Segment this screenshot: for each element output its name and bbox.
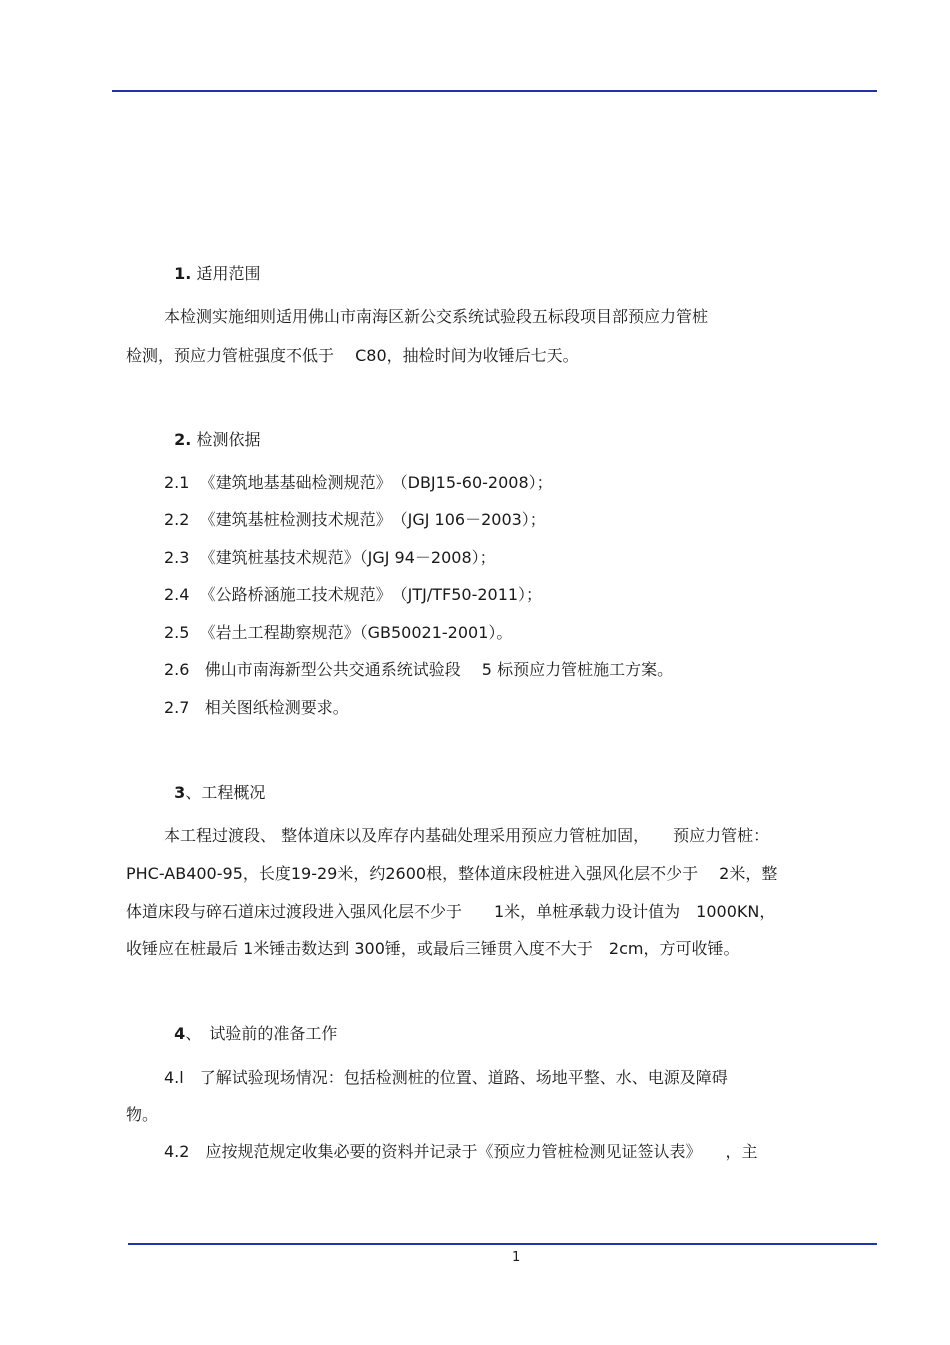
reference-text: 《公路桥涵施工技术规范》 （JTJ/TF50-2011）；: [199, 585, 543, 604]
reference-item: [164, 473, 553, 493]
reference-item: [164, 510, 546, 530]
section-2-number: 2.: [174, 430, 192, 449]
paragraph-4-2-line-1: 4.2 应按规范规定收集必要的资料并记录于《预应力管桩检测见证签认表》 ，主: [164, 1142, 758, 1161]
paragraph-1-line-2: 检测，预应力管桩强度不低于 C80，抽检时间为收锤后七天。: [126, 346, 579, 365]
section-4-title: 、 试验前的准备工作: [185, 1024, 338, 1043]
reference-text: 佛山市南海新型公共交通系统试验段 5 标预应力管桩施工方案。: [204, 660, 674, 679]
page-number: 1: [512, 1250, 521, 1265]
footer-rule: [128, 1243, 877, 1245]
reference-text: 《建筑地基基础检测规范》 （DBJ15-60-2008）；: [199, 473, 553, 492]
reference-number: 2.6: [164, 660, 190, 679]
reference-number: 2.5: [164, 623, 190, 642]
reference-number: 2.4: [164, 585, 190, 604]
reference-number: 2.7: [164, 698, 190, 717]
section-2-title: 检测依据: [196, 430, 261, 449]
paragraph-3-line-1: 本工程过渡段、 整体道床以及库存内基础处理采用预应力管桩加固， 预应力管桩：: [164, 826, 770, 845]
header-rule: [112, 90, 877, 92]
reference-item: [164, 548, 496, 568]
reference-number: 2.2: [164, 510, 190, 529]
reference-number: 2.3: [164, 548, 190, 567]
paragraph-3-line-3: 体道床段与碎石道床过渡段进入强风化层不少于 1米，单桩承载力设计值为 1000KN，: [126, 902, 776, 921]
paragraph-4-1-line-1: 4.l 了解试验现场情况：包括检测桩的位置、道路、场地平整、水、电源及障碍: [164, 1068, 728, 1087]
reference-number: 2.1: [164, 473, 190, 492]
reference-item: [164, 623, 512, 643]
section-4-heading: [164, 1004, 337, 1044]
paragraph-1-line-1: 本检测实施细则适用佛山市南海区新公交系统试验段五标段项目部预应力管桩: [164, 307, 709, 326]
section-2-heading: [164, 410, 261, 450]
section-1-heading: [164, 244, 261, 284]
section-1-number: 1.: [174, 264, 192, 283]
reference-text: 相关图纸检测要求。: [204, 698, 349, 717]
section-3-title: 、工程概况: [185, 783, 266, 802]
reference-item: [164, 660, 673, 680]
reference-text: 《岩土工程勘察规范》（GB50021-2001）。: [199, 623, 513, 642]
section-4-number: 4: [174, 1024, 186, 1043]
section-3-heading: [164, 763, 265, 803]
paragraph-3-line-4: 收锤应在桩最后 1米锤击数达到 300锤，或最后三锤贯入度不大于 2cm，方可收锤。: [126, 939, 740, 958]
reference-item: [164, 698, 349, 718]
paragraph-3-line-2: PHC-AB400-95，长度19-29米，约2600根，整体道床段桩进入强风化层不少于 2米，整: [126, 864, 778, 883]
reference-text: 《建筑桩基技术规范》（JGJ 94－2008）；: [199, 548, 496, 567]
paragraph-4-1-line-2: 物。: [126, 1105, 159, 1124]
reference-text: 《建筑基桩检测技术规范》 （JGJ 106－2003）；: [199, 510, 546, 529]
section-3-number: 3: [174, 783, 186, 802]
section-1-title: 适用范围: [196, 264, 261, 283]
reference-item: [164, 585, 542, 605]
